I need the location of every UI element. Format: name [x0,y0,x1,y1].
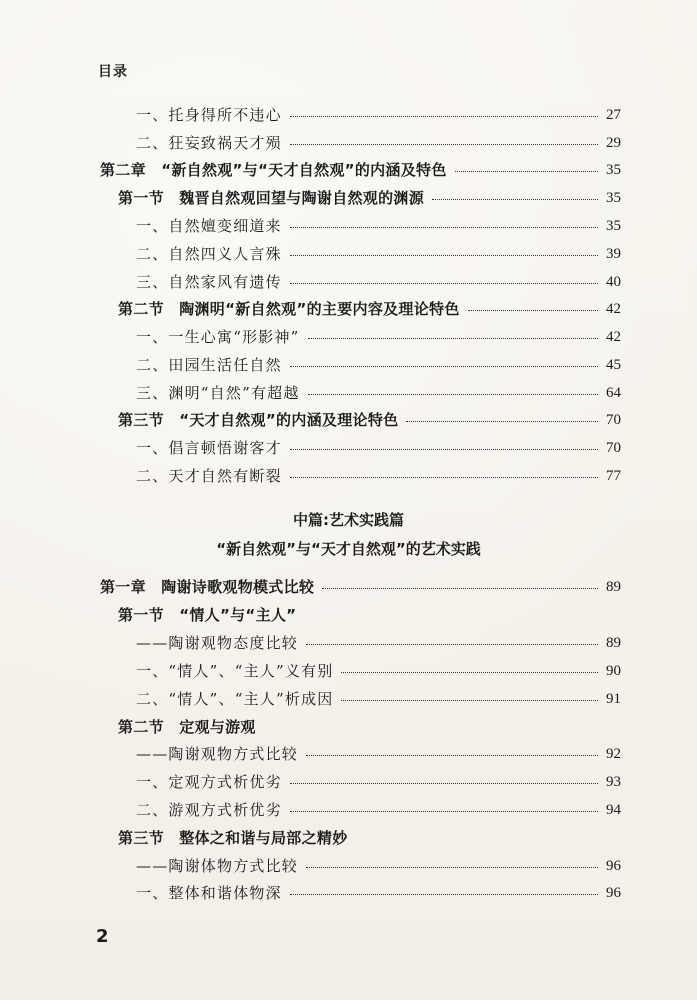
toc-entry-page: 89 [606,635,621,651]
toc-entry-title: 二、自然四义人言殊 [136,245,282,263]
dot-leader [290,434,598,462]
toc-entry-title: ——陶谢体物方式比较 [136,857,299,875]
toc-entry[interactable] [0,629,697,657]
toc-entry-title: 三、自然家风有遗传 [136,273,282,291]
toc-entry-title: 一、“情人”、“主人”义有别 [136,662,334,680]
toc-entry-page: 70 [606,440,621,456]
dot-leader [341,657,598,685]
toc-entry-page: 96 [606,885,621,901]
dot-leader [290,768,598,796]
dot-leader [290,462,598,490]
toc-entry[interactable] [0,101,697,129]
toc-entry[interactable] [0,156,697,184]
dot-leader [308,379,598,407]
toc-entry-page: 45 [606,357,621,373]
dot-leader [290,101,598,129]
toc-entry[interactable] [0,657,697,685]
dot-leader [306,740,598,768]
dot-leader [341,685,598,713]
toc-entry[interactable] [0,268,697,296]
dot-leader [290,796,598,824]
toc-entry-title: 二、狂妄致祸天才殒 [136,134,282,152]
toc-entry-title: 第三节 整体之和谐与局部之精妙 [118,829,348,847]
toc-entry-page: 39 [606,246,621,262]
toc-entry[interactable] [0,879,697,907]
dot-leader [306,852,598,880]
dot-leader [455,156,598,184]
toc-entry[interactable] [0,434,697,462]
toc-entry-page: 27 [606,107,621,123]
toc-entry-page: 64 [606,385,621,401]
toc-entry-title: 一、整体和谐体物深 [136,884,282,902]
toc-entry-page: 94 [606,802,621,818]
toc-entry-page: 35 [606,162,621,178]
toc-entry-title: 第一节 魏晋自然观回望与陶谢自然观的渊源 [118,189,425,207]
dot-leader [290,351,598,379]
toc-entry-page: 91 [606,691,621,707]
toc-entry-title: 二、田园生活任自然 [136,356,282,374]
toc-entry-title: 一、定观方式析优劣 [136,773,282,791]
toc-entry-title: 二、天才自然有断裂 [136,467,282,485]
toc-entry-title: 一、倡言顿悟谢客才 [136,439,282,457]
toc-entry-title: 第一章 陶谢诗歌观物模式比较 [100,578,315,596]
toc-entry-page: 42 [606,301,621,317]
dot-leader [322,573,598,601]
toc-entry[interactable] [0,184,697,212]
toc-entry[interactable] [0,379,697,407]
toc-entry-page: 77 [606,468,621,484]
toc-entry-page: 96 [606,858,621,874]
dot-leader [290,212,598,240]
toc-entry[interactable] [0,601,697,629]
toc-entry[interactable] [0,295,697,323]
toc-entry-title: 二、“情人”、“主人”析成因 [136,690,334,708]
toc-entry[interactable] [0,713,697,741]
toc-entry[interactable] [0,212,697,240]
part-heading-subtitle: “新自然观”与“天才自然观”的艺术实践 [216,540,481,558]
toc-entry-title: ——陶谢观物方式比较 [136,745,299,763]
dot-leader [308,323,598,351]
dot-leader [290,879,598,907]
part-heading-title: 中篇:艺术实践篇 [293,511,404,529]
toc-entry-title: 一、一生心寓“形影神” [136,328,300,346]
toc-entry[interactable] [0,685,697,713]
toc-entry[interactable] [0,852,697,880]
dot-leader [306,629,598,657]
toc-entry-title: 第二节 陶渊明“新自然观”的主要内容及理论特色 [118,300,460,318]
toc-entry-page: 90 [606,663,621,679]
dot-leader [406,406,598,434]
toc-entry[interactable] [0,240,697,268]
toc-entry[interactable] [0,462,697,490]
toc-entry-page: 35 [606,218,621,234]
dot-leader [290,129,598,157]
toc-entry-title: 第三节 “天才自然观”的内涵及理论特色 [118,411,399,429]
toc-entry-page: 29 [606,135,621,151]
toc-entry[interactable] [0,323,697,351]
toc-entry-page: 35 [606,190,621,206]
dot-leader [432,184,598,212]
toc-entry-title: 一、托身得所不违心 [136,106,282,124]
toc-entry-page: 93 [606,774,621,790]
dot-leader [468,295,598,323]
toc-entry-page: 70 [606,412,621,428]
toc-entry[interactable] [0,129,697,157]
toc-entry-title: ——陶谢观物态度比较 [136,634,299,652]
toc-entry-title: 三、渊明“自然”有超越 [136,384,300,402]
running-head: 目录 [98,64,128,80]
page-number: 2 [96,926,109,947]
toc-entry-title: 第二章 “新自然观”与“天才自然观”的内涵及特色 [100,161,447,179]
toc-entry[interactable] [0,796,697,824]
toc-entry[interactable] [0,406,697,434]
toc-entry-page: 40 [606,274,621,290]
toc-entry-page: 89 [606,579,621,595]
toc-entry-title: 二、游观方式析优劣 [136,801,282,819]
toc-entry[interactable] [0,740,697,768]
toc-entry[interactable] [0,573,697,601]
toc-entry[interactable] [0,768,697,796]
dot-leader [290,268,598,296]
toc-entry[interactable] [0,351,697,379]
toc-entry-title: 一、自然嬗变细道来 [136,217,282,235]
dot-leader [290,240,598,268]
toc-entry-title: 第二节 定观与游观 [118,718,256,736]
toc-entry-page: 92 [606,746,621,762]
toc-entry-title: 第一节 “情人”与“主人” [118,606,297,624]
toc-entry-page: 42 [606,329,621,345]
toc-entry[interactable] [0,824,697,852]
